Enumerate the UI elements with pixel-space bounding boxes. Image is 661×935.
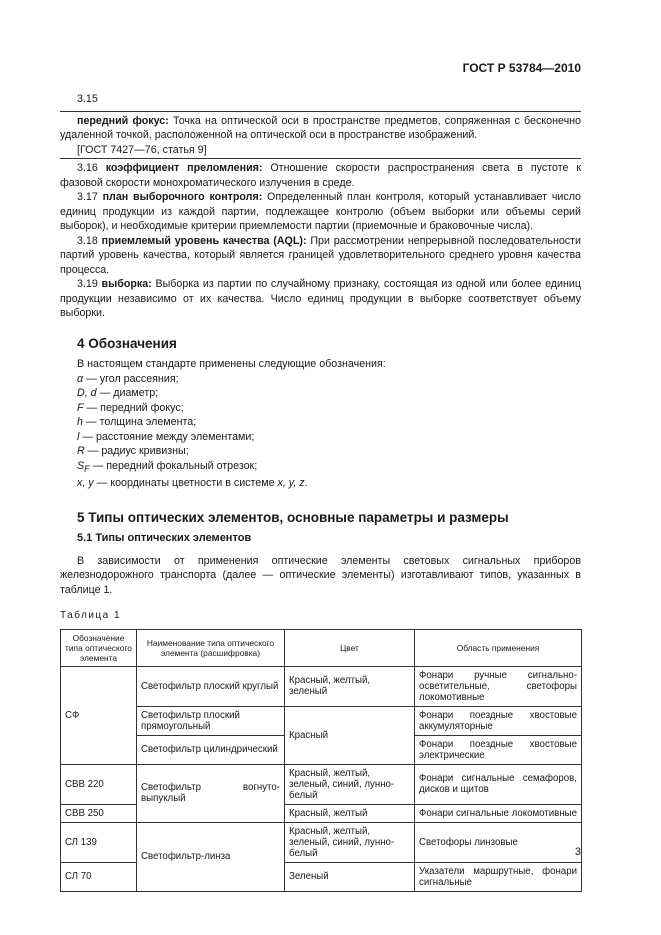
- term-label: выборка:: [101, 278, 152, 290]
- color-cell: Красный, желтый, зеленый: [285, 666, 415, 706]
- term-3-15-number: 3.15: [77, 93, 98, 105]
- color-cell: Красный, желтый, зеленый, синий, лунно-белый: [285, 764, 415, 804]
- symbol-item: F — передний фокус;: [77, 401, 184, 414]
- section-5-paragraph: В зависимости от применения оптические элементы световых сигнальных приборов железнодорожного транспорта (далее — оптические элементы) изготавливают типов, указанных в таблице 1.: [60, 554, 581, 596]
- symbol-item: l — расстояние между элементами;: [77, 430, 255, 443]
- type-name-cell: Светофильтр вогнуто-выпуклый: [137, 764, 285, 822]
- type-code-cell: СВВ 250: [61, 804, 137, 822]
- color-cell: Красный: [285, 706, 415, 764]
- document-id: ГОСТ Р 53784—2010: [462, 61, 581, 75]
- application-cell: Фонари ручные сигнально-осветительные, светофоры локомотивные: [415, 666, 582, 706]
- term-source: [ГОСТ 7427—76, статья 9]: [77, 143, 207, 156]
- color-cell: Красный, желтый, зеленый, синий, лунно-белый: [285, 822, 415, 862]
- header-cell: Наименование типа оптического элемента (расшифровка): [137, 629, 285, 666]
- color-cell: Красный, желтый: [285, 804, 415, 822]
- term-3-15-text: [60, 114, 581, 143]
- application-cell: Фонари сигнальные семафоров, дисков и щитов: [415, 764, 582, 804]
- term-3-16: 3.16 коэффициент преломления: Отношение скорости распространения света в пустоте к фазовой скорости монохроматического излучения в среде.: [60, 162, 582, 189]
- table-row: [61, 666, 582, 706]
- type-name-cell: Светофильтр плоский круглый: [137, 666, 285, 706]
- symbol-item: h — толщина элемента;: [77, 416, 197, 428]
- symbols-intro: В настоящем стандарте применены следующие обозначения:: [77, 358, 386, 370]
- application-cell: Фонари поездные хвостовые аккумуляторные: [415, 706, 582, 735]
- term-3-17: 3.17 план выборочного контроля: Определенный план контроля, который устанавливает число единиц продукции из каждой партии, подлежащее контролю (объем выборки или объемы серий выборок), и необходимые критерии приемлемости партии (приемочные и браковочные числа).: [60, 191, 581, 232]
- optical-elements-table: [60, 629, 582, 892]
- table-row: [61, 706, 582, 735]
- type-code-cell: СЛ 70: [61, 862, 137, 891]
- header-cell: Область применения: [415, 629, 582, 666]
- symbol-item: α — угол рассеяния;: [77, 372, 179, 385]
- application-cell: Указатели маршрутные, фонари сигнальные: [415, 862, 582, 891]
- type-name-cell: Светофильтр цилиндрический: [137, 735, 285, 764]
- type-code-cell: СВВ 220: [61, 764, 137, 804]
- application-cell: Фонари поездные хвостовые электрические: [415, 735, 582, 764]
- symbol-item: D, d — диаметр;: [77, 387, 159, 399]
- table-row: [61, 764, 582, 804]
- type-code-cell: СФ: [61, 666, 137, 764]
- header-cell: Обозначение типа оптического элемента: [61, 629, 137, 666]
- section-5-title: 5 Типы оптических элементов, основные параметры и размеры: [77, 509, 509, 525]
- page-content: [60, 92, 581, 892]
- term-label: передний фокус:: [77, 114, 169, 127]
- subsection-5-1-title: 5.1 Типы оптических элементов: [77, 532, 252, 545]
- term-3-18: 3.18 приемлемый уровень качества (AQL): При рассмотрении непрерывной последовательности партий уровень качества, который является границей удовлетворительного среднего уровня качества процесса.: [60, 234, 581, 276]
- application-cell: Фонари сигнальные локомотивные: [415, 804, 582, 822]
- table-caption: Таблица 1: [60, 610, 122, 622]
- symbol-item: $S_F$ — передний фокальный отрезок;: [77, 459, 258, 474]
- section-4-title: 4 Обозначения: [77, 335, 177, 351]
- term-3-15-box: [60, 111, 581, 160]
- table-header-row: [61, 629, 582, 666]
- term-definition: Точка на оптической оси в пространстве предметов, сопряженная с бесконечно удаленной точкой, расположенной на оптической оси в пространстве изображений.: [60, 114, 581, 141]
- symbol-item: x, y — координаты цветности в системе x, y, z.: [77, 477, 308, 490]
- application-cell: Светофоры линзовые: [415, 822, 582, 862]
- header-cell: Цвет: [285, 629, 415, 666]
- term-label: план выборочного контроля:: [102, 191, 263, 203]
- term-label: приемлемый уровень качества (AQL):: [101, 234, 307, 247]
- page-number: 3: [574, 846, 581, 858]
- type-name-cell: Светофильтр-линза: [137, 822, 285, 891]
- type-code-cell: СЛ 139: [61, 822, 137, 862]
- color-cell: Зеленый: [285, 862, 415, 891]
- type-name-cell: Светофильтр плоский прямоугольный: [137, 706, 285, 735]
- table-row: [61, 822, 582, 862]
- symbol-item: R — радиус кривизны;: [77, 445, 189, 457]
- term-label: коэффициент преломления:: [105, 162, 263, 174]
- term-3-19: 3.19 выборка: Выборка из партии по случайному признаку, состоящая из одной или более единиц продукции независимо от их качества. Число единиц продукции в выборке соответствует объему выборки.: [60, 278, 581, 319]
